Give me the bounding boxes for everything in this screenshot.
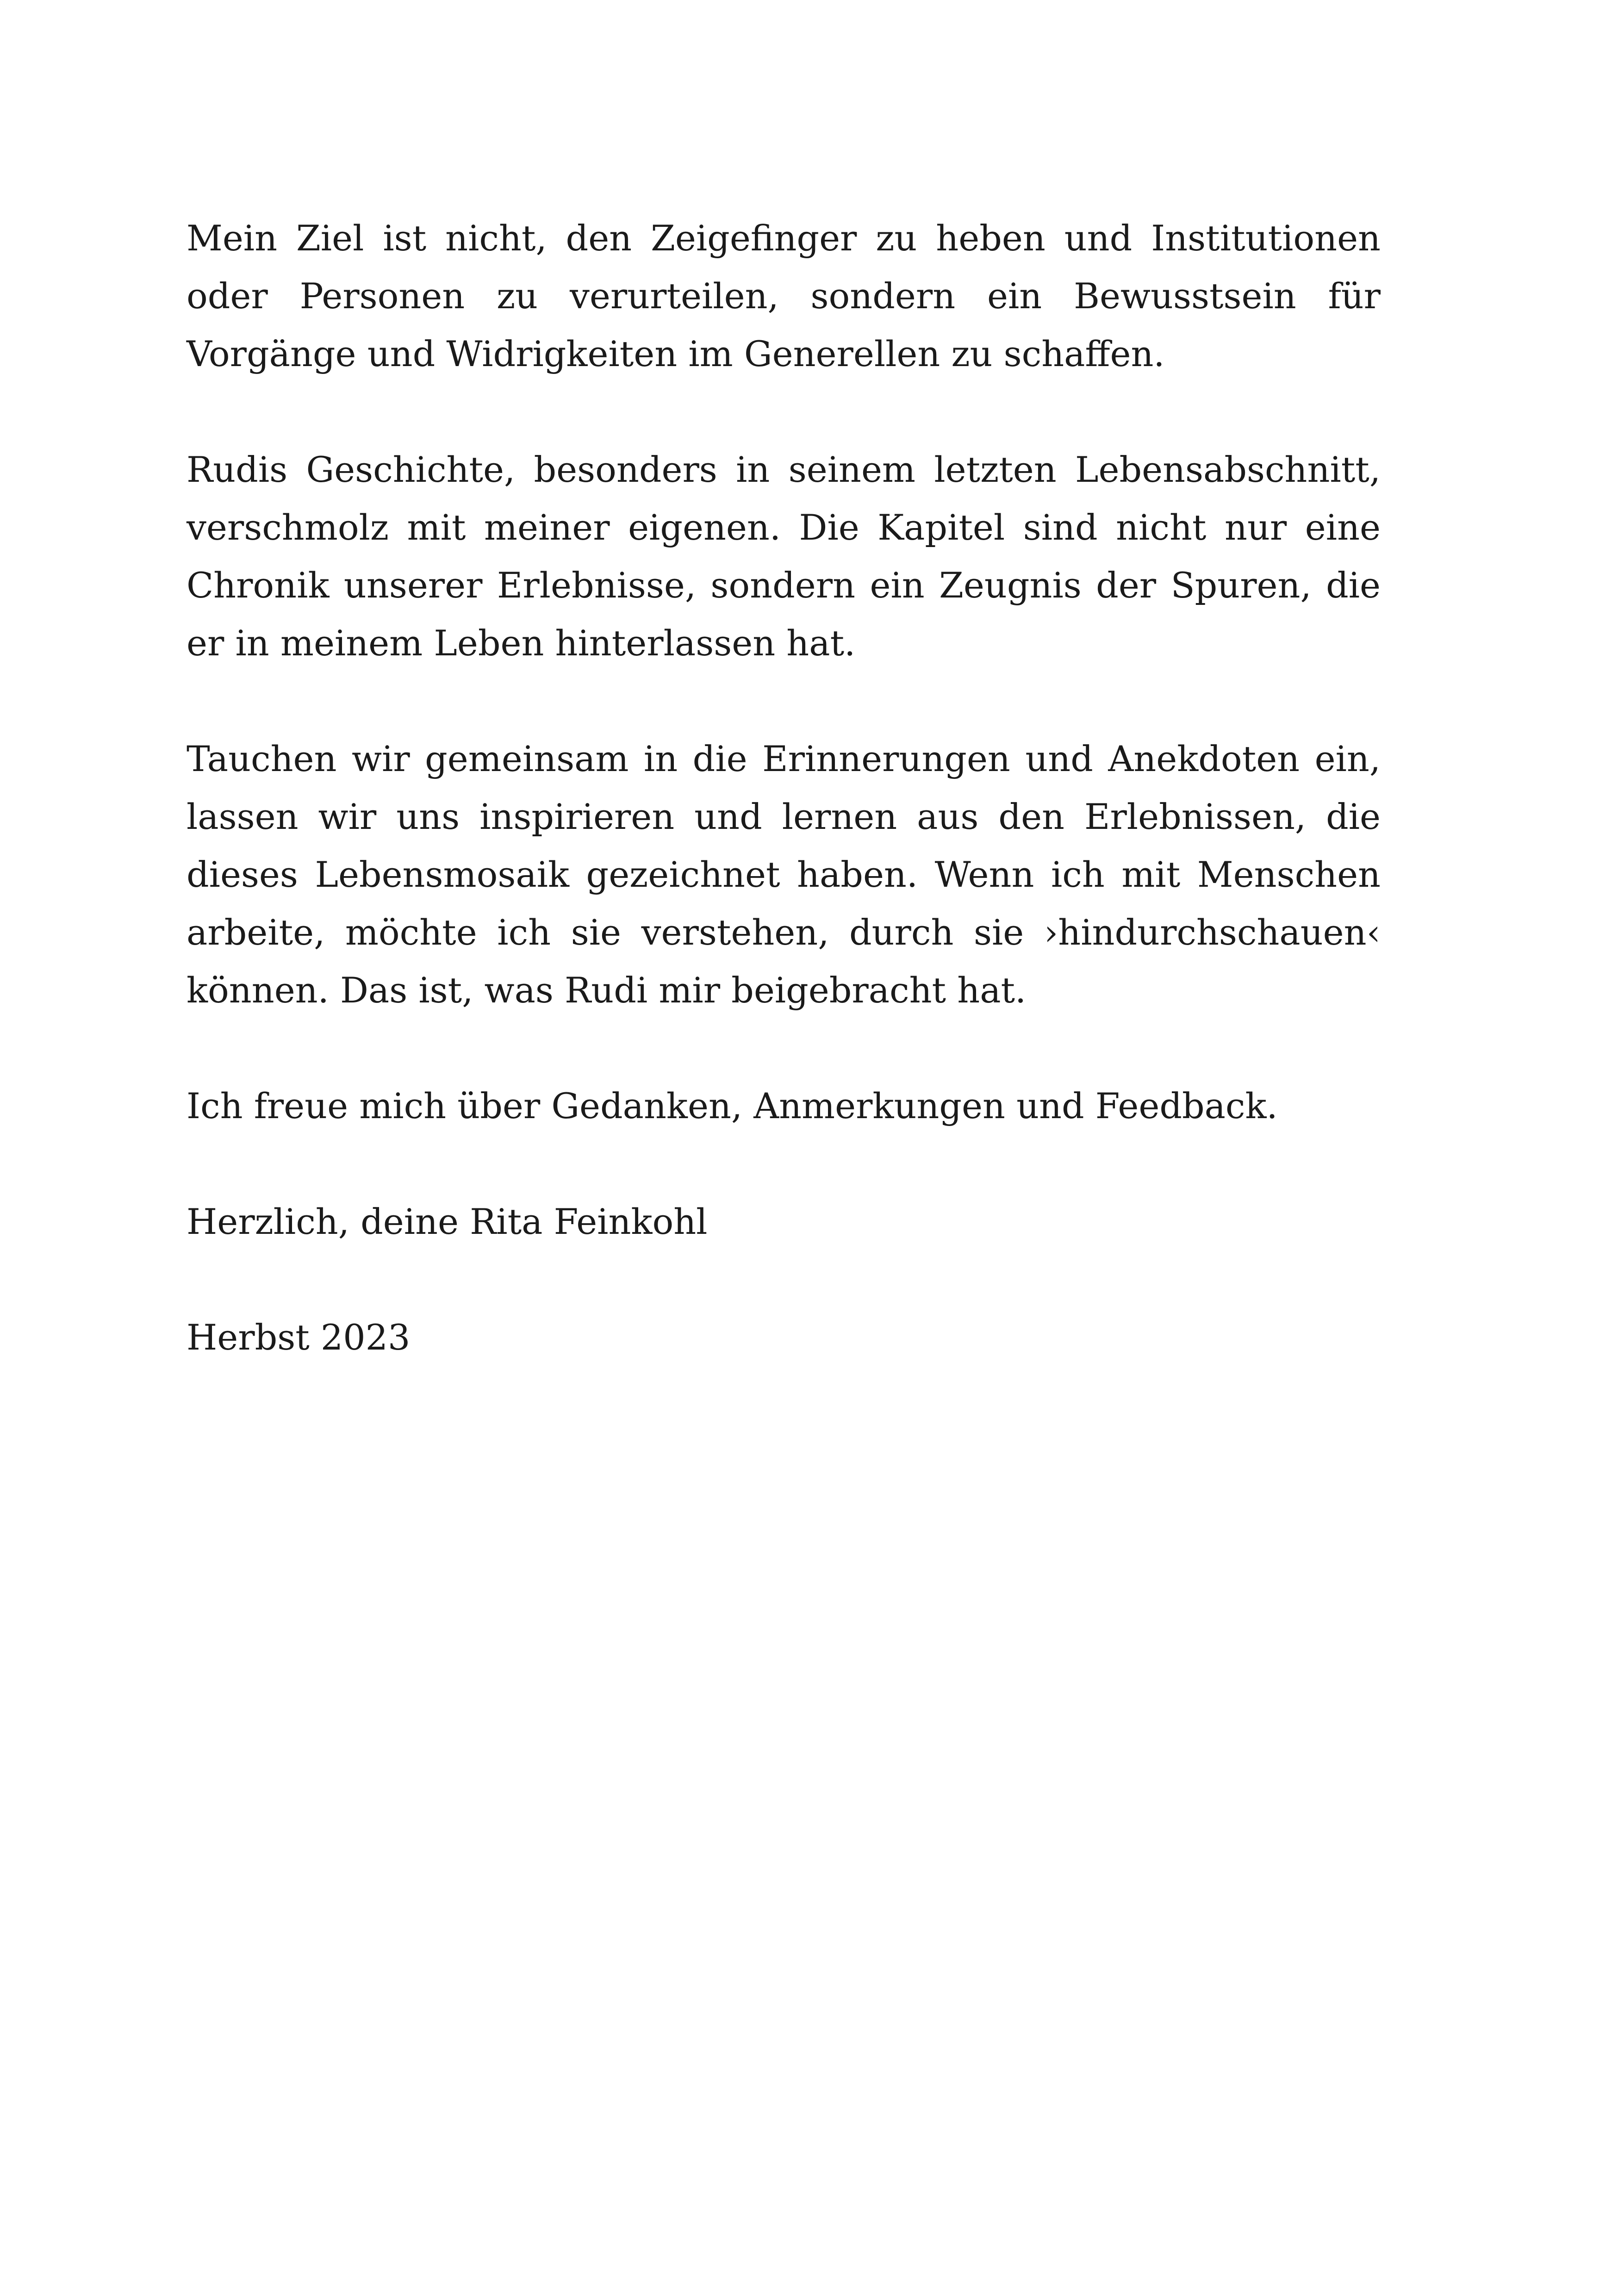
paragraph-feedback: Ich freue mich über Gedanken, Anmerkungen und Feedback. <box>187 1085 1278 1126</box>
paragraph-rudis-story: Rudis Geschichte, besonders in seinem letzten Lebensabschnitt, verschmolz mit meiner eigenen. Die Kapitel sind nicht nur eine Chronik unserer Erlebnisse, sondern ein Zeugnis der Spuren, die er in meinem Leben hinterlassen hat. <box>187 449 1381 664</box>
paragraph-memories: Tauchen wir gemeinsam in die Erinnerungen und Anekdoten ein, lassen wir uns inspirieren und lernen aus den Erlebnissen, die dieses Lebensmosaik gezeichnet haben. Wenn ich mit Menschen arbeite, möchte ich sie verstehen, durch sie ›hindurchschauen‹ können. Das ist, was Rudi mir beigebracht hat. <box>187 738 1381 1011</box>
document-date: Herbst 2023 <box>187 1317 411 1358</box>
paragraph-intent: Mein Ziel ist nicht, den Zeigefinger zu heben und Institutionen oder Personen zu verurteilen, sondern ein Bewusstsein für Vorgänge und Widrigkeiten im Generellen zu schaffen. <box>187 218 1381 374</box>
document-page <box>187 209 1381 1366</box>
closing-signature: Herzlich, deine Rita Feinkohl <box>187 1201 708 1242</box>
